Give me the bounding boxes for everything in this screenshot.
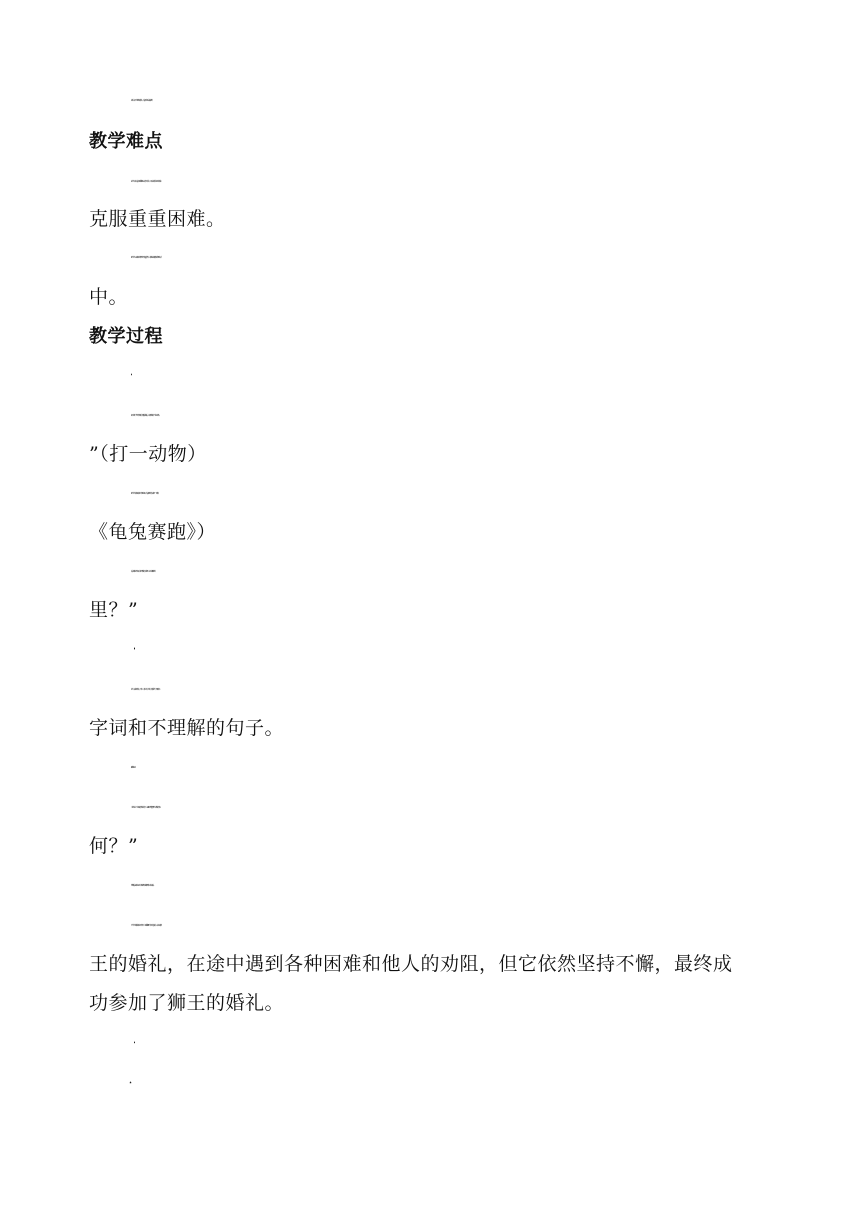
paragraph-line: 2.梳理主线	[131, 767, 135, 769]
paragraph-line: 1.让学生深入体会乌龟陶陶内心的坚定信念，以及这种信念如何支撑它	[131, 181, 161, 183]
paragraph-line: 何？”	[89, 835, 139, 857]
subsection-heading-intro	[131, 364, 821, 388]
paragraph-line: 克服重重困难。	[89, 208, 226, 230]
paragraph-line: 引导学生概括故事主要内容：乌龟陶陶听了鸽子的谈话，决定参加狮	[131, 925, 162, 927]
paragraph-line: 板书课题《犟龟》，提问：“‘犟’是什么意思？这只乌龟‘犟’在哪	[131, 571, 155, 573]
paragraph-line: 2.引导学生从故事中领悟到坚持的重要性，并能将这种精神迁移到生活	[131, 257, 161, 259]
paragraph-line: 2.引导学生猜谜后提问：“提到乌龟，你会想到什么故事？”（预设：	[131, 493, 159, 495]
activity-heading	[131, 1072, 821, 1096]
section-heading-process: 教学过程	[89, 326, 163, 347]
paragraph-line: 教师板书故事主线：收到请柬→克服困难→参加婚礼。	[131, 885, 155, 887]
section-heading-difficulties: 教学难点	[89, 131, 163, 152]
paragraph-line: 中。	[89, 286, 129, 308]
subsection-heading-characters	[134, 1032, 824, 1056]
paragraph-line: ”（打一动物）	[89, 443, 207, 465]
paragraph-line: 2.分析文中不同角色的特点，体会对比手法的运用。	[131, 100, 153, 102]
paragraph-line: 《龟兔赛跑》）	[89, 521, 217, 543]
paragraph-line: 1.学生自由朗读课文，要求：读准字音，标出自然段序号，圈画出生	[131, 689, 160, 691]
paragraph-line: 功参加了狮王的婚礼。	[89, 992, 285, 1014]
paragraph-line: 小组讨论：“小乌龟的目标是什么？它遇到了哪些困难？最终结果如	[131, 807, 161, 809]
paragraph-line: 里？”	[89, 599, 139, 621]
paragraph-line: 王的婚礼，在途中遇到各种困难和他人的劝阻，但它依然坚持不懈，最终成	[89, 953, 733, 975]
subsection-heading-first-reading	[134, 638, 824, 662]
paragraph-line: 1.出示谜语：“脖子能伸缩，腰板似铁板，水陆两处栖，寿命它领先。	[131, 415, 160, 417]
paragraph-line: 字词和不理解的句子。	[89, 717, 285, 739]
